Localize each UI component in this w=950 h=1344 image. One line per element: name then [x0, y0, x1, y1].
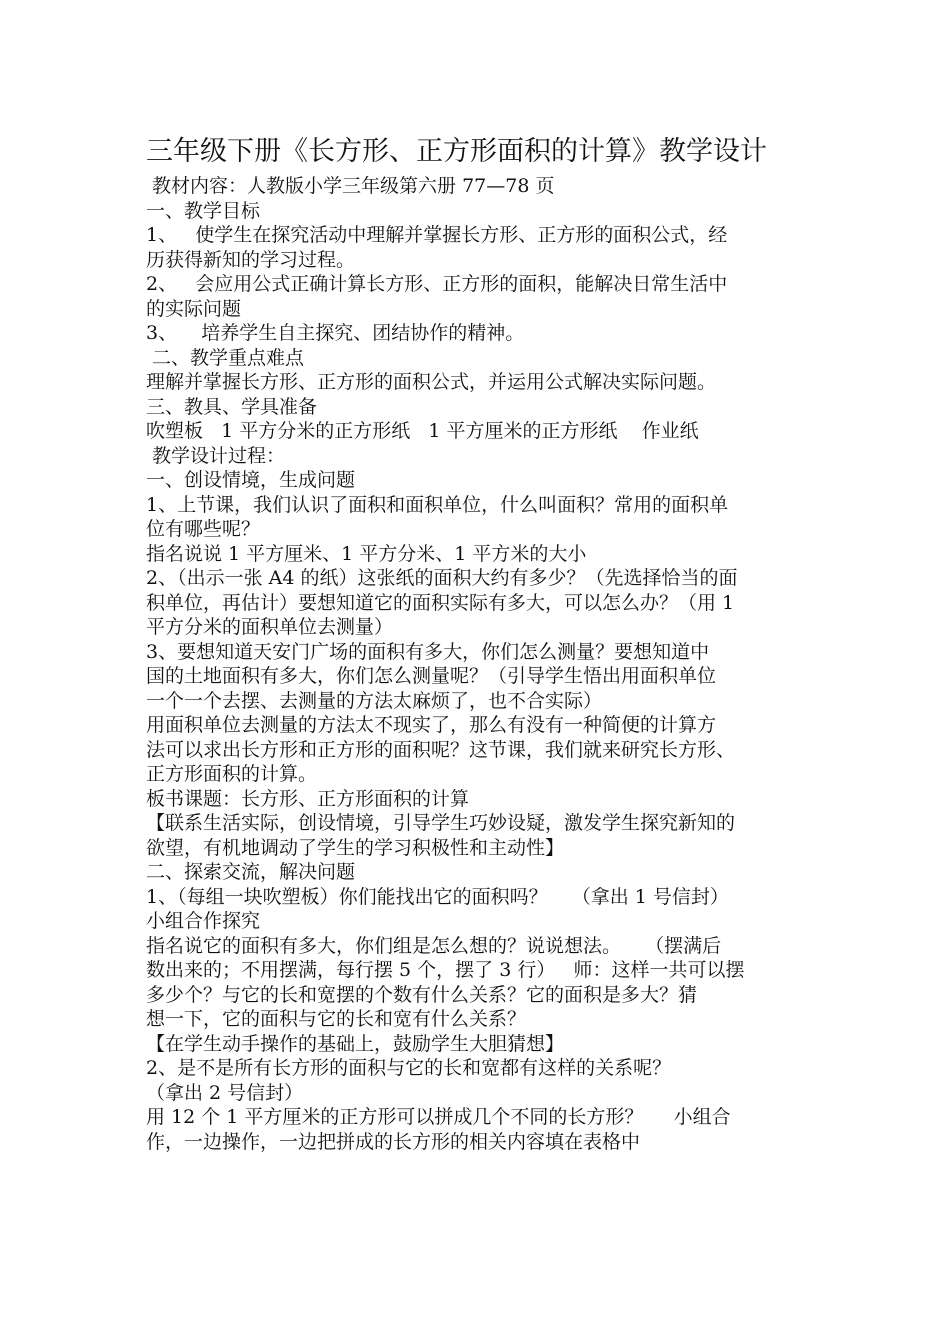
text-line: 位有哪些呢？: [146, 518, 261, 540]
text-line: 数出来的；不用摆满，每行摆 5 个，摆了 3 行） 师：这样一共可以摆: [146, 959, 745, 981]
text-line: 积单位，再估计）要想知道它的面积实际有多大，可以怎么办？（用 1: [146, 591, 735, 614]
document-title: 三年级下册《长方形、正方形面积的计算》教学设计: [146, 136, 767, 167]
text-line: 法可以求出长方形和正方形的面积呢？这节课，我们就来研究长方形、: [146, 738, 736, 761]
text-line: 用 12 个 1 平方厘米的正方形可以拼成几个不同的长方形？ 小组合: [146, 1106, 731, 1128]
text-line: 多少个？与它的长和宽摆的个数有什么关系？它的面积是多大？猜: [146, 983, 698, 1006]
text-line: 想一下，它的面积与它的长和宽有什么关系？: [146, 1008, 527, 1030]
text-line: 指名说说 1 平方厘米、1 平方分米、1 平方米的大小: [146, 542, 587, 565]
text-line: 正方形面积的计算。: [146, 763, 318, 785]
text-line: 的实际问题: [146, 297, 242, 320]
text-line: 1、 使学生在探究活动中理解并掌握长方形、正方形的面积公式，经: [146, 224, 728, 246]
section-heading: 二、探索交流，解决问题: [146, 861, 356, 883]
text-line: 2、 会应用公式正确计算长方形、正方形的面积，能解决日常生活中: [146, 273, 728, 295]
section-heading: 一、创设情境，生成问题: [146, 469, 356, 491]
text-line: 理解并掌握长方形、正方形的面积公式，并运用公式解决实际问题。: [146, 371, 717, 393]
text-line: 1、上节课，我们认识了面积和面积单位，什么叫面积？常用的面积单: [146, 493, 729, 516]
text-line: 指名说它的面积有多大，你们组是怎么想的？说说想法。 （摆满后: [146, 934, 722, 957]
section-heading: 三、教具、学具准备: [146, 395, 318, 418]
text-line: 欲望，有机地调动了学生的学习积极性和主动性】: [146, 836, 565, 859]
text-line: 平方分米的面积单位去测量）: [146, 616, 394, 638]
text-line: （拿出 2 号信封）: [146, 1081, 304, 1104]
section-heading: 一、教学目标: [146, 199, 261, 222]
text-line: 小组合作探究: [146, 910, 261, 932]
text-line: 用面积单位去测量的方法太不现实了，那么有没有一种简便的计算方: [146, 714, 717, 736]
text-line: 历获得新知的学习过程。: [146, 248, 356, 271]
text-line: 作，一边操作，一边把拼成的长方形的相关内容填在表格中: [146, 1130, 641, 1153]
text-line: 1、（每组一块吹塑板）你们能找出它的面积吗？ （拿出 1 号信封）: [146, 885, 729, 908]
text-line: 3、 培养学生自主探究、团结协作的精神。: [146, 322, 525, 344]
section-heading: 二、教学重点难点: [146, 346, 305, 369]
text-line: 【在学生动手操作的基础上，鼓励学生大胆猜想】: [146, 1032, 565, 1055]
text-line: 吹塑板 1 平方分米的正方形纸 1 平方厘米的正方形纸 作业纸: [146, 420, 699, 442]
text-line: 一个一个去摆、去测量的方法太麻烦了，也不合实际）: [146, 689, 603, 712]
text-line: 教材内容：人教版小学三年级第六册 77—78 页: [146, 175, 555, 197]
text-line: 国的土地面积有多大，你们怎么测量呢？（引导学生悟出用面积单位: [146, 665, 717, 687]
document-body: [146, 134, 826, 1154]
text-line: 2、（出示一张 A4 的纸）这张纸的面积大约有多少？（先选择恰当的面: [146, 567, 738, 589]
text-line: 2、是不是所有长方形的面积与它的长和宽都有这样的关系呢？: [146, 1057, 672, 1079]
text-line: 3、要想知道天安门广场的面积有多大，你们怎么测量？要想知道中: [146, 640, 710, 663]
text-line: 【联系生活实际，创设情境，引导学生巧妙设疑，激发学生探究新知的: [146, 812, 736, 834]
text-line: 板书课题：长方形、正方形面积的计算: [146, 787, 470, 810]
document-text: [146, 174, 826, 1154]
section-heading: 教学设计过程：: [146, 444, 286, 467]
